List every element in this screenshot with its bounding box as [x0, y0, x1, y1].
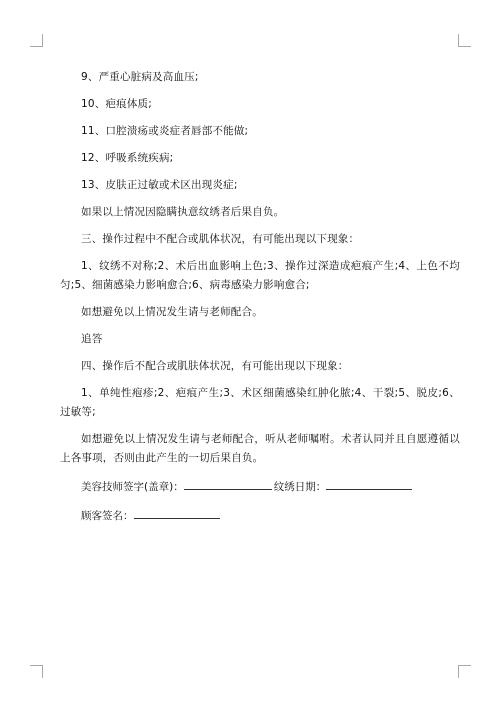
crop-mark-top-right	[458, 34, 471, 47]
embroidery-date-field[interactable]	[326, 476, 412, 490]
customer-signature-line	[60, 505, 460, 526]
follow-up-label: 追答	[81, 333, 103, 345]
section-four-heading: 四、操作后不配合或肌肤体状况，有可能出现以下现象：	[81, 360, 349, 372]
technician-signature-field[interactable]	[184, 476, 272, 490]
crop-mark-top-left	[30, 34, 43, 47]
document-body	[60, 68, 460, 534]
disclaimer-paragraph: 如果以上情况因隐瞒执意纹绣者后果自负。	[81, 206, 285, 218]
technician-signature-line	[60, 476, 460, 497]
section-three-risks: 1、纹绣不对称;2、术后出血影响上色;3、操作过深造成疤痕产生;4、上色不均匀;5、细菌感染力影响愈合;6、病毒感染力影响愈合;	[60, 260, 460, 291]
list-item-12: 12、呼吸系统疾病;	[81, 152, 174, 164]
embroidery-date-label: 纹绣日期：	[273, 481, 327, 493]
customer-signature-field[interactable]	[134, 505, 220, 519]
consent-paragraph: 如想避免以上情况发生请与老师配合，听从老师嘱咐。术者认同并且自愿遵循以上各事项，否则由此产生的一切后果自负。	[60, 433, 460, 464]
technician-signature-label: 美容技师签字(盖章)：	[81, 481, 184, 493]
section-three-heading: 三、操作过程中不配合或肌体状况，有可能出现以下现象：	[81, 233, 360, 245]
customer-signature-label: 顾客签名：	[81, 510, 134, 522]
list-item-9: 9、严重心脏病及高血压;	[81, 71, 199, 83]
crop-mark-bottom-right	[458, 665, 471, 678]
list-item-13: 13、皮肤正过敏或术区出现炎症;	[81, 179, 238, 191]
section-four-risks: 1、单纯性疱疹;2、疤痕产生;3、术区细菌感染红肿化脓;4、干裂;5、脱皮;6、过敏等;	[60, 387, 460, 418]
crop-mark-bottom-left	[30, 665, 43, 678]
list-item-11: 11、口腔溃疡或炎症者唇部不能做;	[81, 125, 249, 137]
section-three-advice: 如想避免以上情况发生请与老师配合。	[81, 306, 263, 318]
list-item-10: 10、疤痕体质;	[81, 98, 152, 110]
